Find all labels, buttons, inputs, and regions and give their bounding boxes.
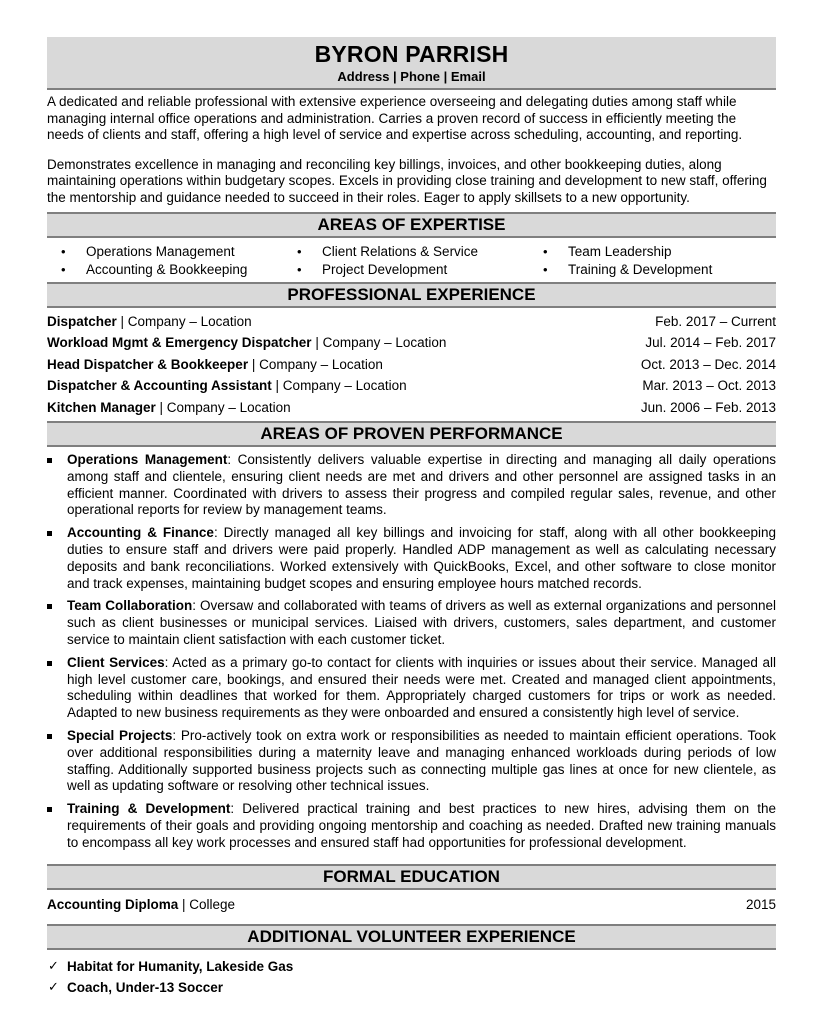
expertise-item: • Team Leadership: [529, 243, 776, 260]
job-org: | Company – Location: [248, 356, 383, 372]
expertise-item: • Project Development: [283, 261, 529, 278]
expertise-item: • Accounting & Bookkeeping: [47, 261, 283, 278]
volunteer-text: Coach, Under-13 Soccer: [67, 980, 224, 996]
square-bullet-icon: [47, 807, 52, 812]
summary-paragraph-1: A dedicated and reliable professional with extensive experience overseeing and delegating duties among staff while managing internal office operations and administration. Carries a proven record of success in efficiently meeting the needs of clients and staff, offering a high level of service and expertise across scheduling, accounting, and reporting.: [47, 94, 743, 143]
job-title: Dispatcher & Accounting Assistant: [47, 378, 272, 394]
checkmark-icon: ✓: [48, 980, 59, 996]
performance-text: : Directly managed all key billings and invoicing for staff, along with all other bookkeeping duties to ensure staff and drivers were paid properly. Handled ADP management as well as calculating necessary deposits and bank reconciliations. Worked extensively with QuickBooks, Excel, and other software to close monitor and track expenses, maintaining budget scopes and ensuring employee hours matched records.: [67, 525, 776, 591]
job-dates: Feb. 2017 – Current: [655, 313, 776, 329]
job-dates: Oct. 2013 – Dec. 2014: [640, 356, 776, 372]
performance-label: Special Projects: [67, 728, 173, 744]
resume-page: [47, 37, 776, 999]
expertise-list: [47, 238, 776, 282]
performance-text: : Oversaw and collaborated with teams of drivers as well as external organizations and personnel such as client businesses or municipal services. Liaised with drivers, customers, sales department, and customer service to maintain client satisfaction with each customer ticket.: [67, 598, 776, 648]
square-bullet-icon: [47, 531, 52, 536]
performance-list: [47, 447, 776, 852]
job-title: Kitchen Manager: [47, 399, 156, 415]
performance-label: Client Services: [67, 654, 165, 670]
expertise-item: • Training & Development: [529, 261, 776, 278]
performance-item: [47, 655, 776, 722]
school-name: | College: [178, 896, 236, 912]
expertise-item: • Client Relations & Service: [283, 243, 529, 260]
volunteer-item: [47, 956, 776, 978]
expertise-item: • Operations Management: [47, 243, 283, 260]
section-header-education: FORMAL EDUCATION: [47, 864, 776, 890]
job-title: Dispatcher: [47, 313, 117, 329]
section-header-performance: AREAS OF PROVEN PERFORMANCE: [47, 421, 776, 447]
degree-name: Accounting Diploma: [47, 896, 179, 912]
job-title: Head Dispatcher & Bookkeeper: [47, 356, 249, 372]
square-bullet-icon: [47, 604, 52, 609]
performance-item: [47, 801, 776, 851]
job-org: | Company – Location: [155, 399, 291, 415]
job-row: [47, 332, 776, 354]
square-bullet-icon: [47, 734, 52, 739]
section-header-expertise: AREAS OF EXPERTISE: [47, 212, 776, 238]
job-title: Workload Mgmt & Emergency Dispatcher: [47, 335, 312, 351]
performance-item: [47, 728, 776, 795]
volunteer-item: [47, 977, 776, 999]
job-row: [47, 354, 776, 376]
job-org: | Company – Location: [271, 378, 407, 394]
volunteer-list: [47, 950, 776, 999]
job-dates: Jun. 2006 – Feb. 2013: [640, 399, 776, 415]
checkmark-icon: ✓: [48, 958, 59, 974]
performance-text: : Consistently delivers valuable expertise in directing and managing all daily operations among staff and clientele, ensuring client needs are met and drivers and other personnel are assigned tasks in an efficient manner. Coordinated with drivers to assess their progress and compiled regular sales, revenue, and other operational reports for review by management teams.: [67, 452, 777, 518]
section-header-volunteer: ADDITIONAL VOLUNTEER EXPERIENCE: [47, 924, 776, 950]
performance-text: : Pro-actively took on extra work or responsibilities as needed to maintain efficient operations. Took over additional responsibilities during a maternity leave and managing enhanced workloads during periods of low staffing. Additionally supported business projects such as connecting multiple gas lines at once for new clientele, as well as updating software or resolving other technical issues.: [67, 728, 776, 794]
performance-label: Accounting & Finance: [67, 525, 214, 541]
square-bullet-icon: [47, 458, 52, 463]
summary-paragraph-2: Demonstrates excellence in managing and reconciling key billings, invoices, and other bookkeeping duties, along maintaining operations within budgetary scopes. Excels in providing close training and development to new staff, offering the mentorship and guidance needed to succeed in their roles. Eager to apply skillsets to a new opportunity.: [47, 156, 767, 205]
performance-label: Operations Management: [67, 452, 228, 468]
job-row: [47, 397, 776, 419]
square-bullet-icon: [47, 661, 52, 666]
performance-item: [47, 525, 776, 592]
job-dates: Mar. 2013 – Oct. 2013: [642, 378, 776, 394]
performance-label: Team Collaboration: [67, 598, 193, 614]
performance-text: : Delivered practical training and best practices to new hires, advising them on the requirements of their goals and providing ongoing mentorship and coaching as needed. Drafted new training manuals to encompass all key work processes and ensured staff had opportunities for professional development.: [67, 801, 776, 850]
performance-text: : Acted as a primary go-to contact for clients with inquiries or issues about their service. Managed all high level customer care, bookings, and ensured their needs were met. Created and managed client appointments, scheduling within deadlines that worked for them. Appropriately charged customers for trips or work as needed. Adapted to new business requirements as they were onboarded and ensured a consistently high level of service.: [67, 654, 776, 721]
job-dates: Jul. 2014 – Feb. 2017: [645, 335, 776, 351]
candidate-name: BYRON PARRISH: [314, 41, 509, 67]
experience-list: [47, 308, 776, 422]
job-row: [47, 311, 776, 333]
graduation-year: 2015: [745, 896, 776, 912]
volunteer-text: Habitat for Humanity, Lakeside Gas: [67, 958, 294, 974]
job-org: | Company – Location: [116, 313, 252, 329]
performance-item: [47, 452, 776, 519]
section-header-experience: PROFESSIONAL EXPERIENCE: [47, 282, 776, 308]
education-row: [47, 890, 776, 924]
job-row: [47, 375, 776, 397]
contact-line: Address | Phone | Email: [337, 69, 486, 84]
resume-header: [47, 37, 776, 90]
performance-label: Training & Development: [67, 801, 231, 817]
performance-item: [47, 598, 776, 648]
job-org: | Company – Location: [311, 335, 447, 351]
